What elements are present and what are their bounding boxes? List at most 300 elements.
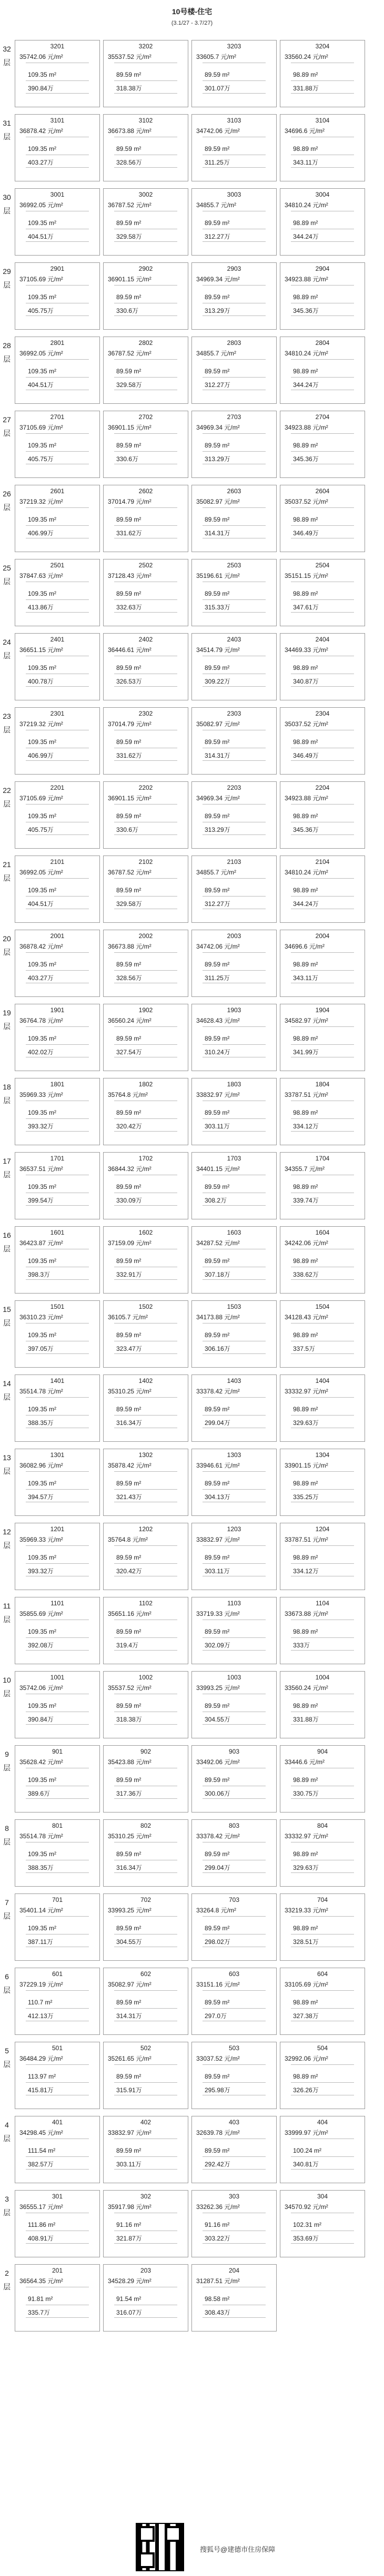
unit-area: 113.97 m² — [28, 2073, 56, 2080]
unit-number: 3101 — [50, 117, 65, 124]
unit-total-price: 388.35万 — [28, 1419, 54, 1427]
page-title: 10号楼-住宅 — [171, 7, 213, 16]
unit-area: 98.89 m² — [293, 368, 318, 375]
cell-divider — [26, 525, 89, 526]
cell-divider — [203, 1397, 266, 1398]
unit-total-price: 415.81万 — [28, 2086, 54, 2094]
unit-cell — [103, 930, 188, 997]
unit-area: 98.89 m² — [293, 442, 318, 449]
unit-number: 2802 — [138, 339, 153, 347]
unit-area: 89.59 m² — [116, 1406, 142, 1413]
page-header — [0, 0, 384, 37]
floor-row — [0, 852, 384, 926]
cell-divider — [291, 1415, 354, 1416]
unit-number: 1604 — [315, 1229, 330, 1236]
unit-price: 33560.24 元/m² — [285, 1684, 328, 1692]
unit-area: 89.59 m² — [116, 2147, 142, 2154]
unit-price: 37128.43 元/m² — [108, 572, 151, 579]
unit-price: 36878.42 元/m² — [19, 943, 63, 950]
cell-divider — [26, 1279, 89, 1280]
unit-cell — [191, 40, 277, 107]
unit-area: 98.89 m² — [293, 2073, 318, 2080]
cell-divider — [26, 1205, 89, 1206]
floor-row — [0, 482, 384, 556]
unit-cell — [15, 1968, 100, 2035]
unit-cell — [15, 337, 100, 404]
unit-cell — [280, 1078, 365, 1145]
unit-number: 1903 — [227, 1006, 241, 1014]
unit-number: 2303 — [227, 710, 241, 717]
unit-price: 33787.51 元/m² — [285, 1536, 328, 1543]
unit-area: 89.59 m² — [116, 1257, 142, 1265]
cell-divider — [26, 1650, 89, 1651]
unit-price: 35742.06 元/m² — [19, 1684, 63, 1692]
unit-cell — [15, 114, 100, 181]
unit-cell — [15, 1597, 100, 1664]
unit-total-price: 318.38万 — [116, 1716, 142, 1723]
floor-row — [0, 1742, 384, 1816]
unit-area: 89.59 m² — [205, 219, 230, 227]
cell-divider — [203, 878, 266, 879]
cell-divider — [26, 2008, 89, 2009]
unit-area: 89.59 m² — [116, 368, 142, 375]
unit-cell — [191, 1968, 277, 2035]
unit-area: 89.59 m² — [116, 293, 142, 301]
unit-cell — [280, 707, 365, 775]
unit-price: 35401.14 元/m² — [19, 1907, 63, 1914]
unit-cell — [15, 1300, 100, 1368]
cell-divider — [26, 1353, 89, 1354]
cell-divider — [26, 2082, 89, 2083]
unit-price: 34810.24 元/m² — [285, 201, 328, 209]
unit-cell — [191, 559, 277, 626]
floor-label: 19层 — [3, 1009, 11, 1031]
floor-row — [0, 704, 384, 778]
unit-area: 89.59 m² — [205, 1183, 230, 1190]
unit-total-price: 392.08万 — [28, 1642, 54, 1649]
floor-row — [0, 2261, 384, 2335]
unit-price: 34628.43 元/m² — [196, 1017, 240, 1024]
unit-total-price: 330.09万 — [116, 1197, 142, 1204]
unit-number: 1102 — [139, 1600, 153, 1607]
unit-price: 35764.8 元/m² — [108, 1536, 148, 1543]
unit-total-price: 299.04万 — [205, 1419, 230, 1427]
unit-area: 89.59 m² — [205, 738, 230, 746]
unit-number: 1204 — [315, 1525, 330, 1533]
unit-total-price: 347.61万 — [293, 604, 319, 611]
unit-cell — [191, 1078, 277, 1145]
unit-area: 98.89 m² — [293, 1925, 318, 1932]
unit-cell — [103, 1449, 188, 1516]
cell-divider — [203, 2008, 266, 2009]
unit-cell — [280, 1745, 365, 1813]
unit-area: 89.59 m² — [116, 1702, 142, 1709]
cell-divider — [291, 1471, 354, 1472]
cell-divider — [114, 507, 177, 508]
unit-cell — [191, 188, 277, 256]
unit-price: 33832.97 元/m² — [196, 1536, 240, 1543]
cell-divider — [114, 433, 177, 434]
cell-divider — [291, 834, 354, 835]
cell-divider — [291, 1990, 354, 1991]
unit-number: 803 — [228, 1822, 240, 1829]
unit-price: 34528.29 元/m² — [108, 2277, 151, 2285]
unit-price: 36537.51 元/m² — [19, 1165, 63, 1173]
floor-label: 16层 — [3, 1231, 11, 1253]
unit-cell — [15, 1449, 100, 1516]
cell-divider — [291, 1872, 354, 1873]
unit-number: 3002 — [138, 191, 153, 198]
unit-area: 89.59 m² — [205, 1850, 230, 1858]
cell-divider — [203, 1545, 266, 1546]
unit-total-price: 334.12万 — [293, 1567, 319, 1575]
unit-price: 33946.61 元/m² — [196, 1462, 240, 1469]
unit-area: 98.89 m² — [293, 1702, 318, 1709]
floor-label: 26层 — [3, 490, 11, 512]
unit-area: 98.89 m² — [293, 590, 318, 597]
unit-total-price: 330.75万 — [293, 1790, 319, 1797]
unit-area: 89.59 m² — [116, 664, 142, 671]
cell-divider — [291, 686, 354, 687]
unit-area: 98.89 m² — [293, 219, 318, 227]
unit-number: 2104 — [315, 858, 330, 866]
unit-area: 109.35 m² — [28, 1480, 57, 1487]
cell-divider — [291, 507, 354, 508]
cell-divider — [203, 2156, 266, 2157]
unit-area: 91.16 m² — [116, 2221, 142, 2228]
unit-price: 35082.97 元/m² — [196, 720, 240, 728]
unit-price: 32639.78 元/m² — [196, 2129, 240, 2136]
unit-number: 1203 — [227, 1525, 241, 1533]
unit-cell — [280, 1819, 365, 1887]
floor-row — [0, 1149, 384, 1223]
cell-divider — [203, 612, 266, 613]
floor-label: 22层 — [3, 786, 11, 808]
unit-total-price: 339.74万 — [293, 1197, 319, 1204]
unit-cell — [15, 2264, 100, 2331]
unit-total-price: 343.11万 — [293, 159, 318, 166]
unit-cell — [15, 40, 100, 107]
unit-price: 34696.6 元/m² — [285, 943, 325, 950]
unit-price: 36901.15 元/m² — [108, 276, 151, 283]
unit-total-price: 399.54万 — [28, 1197, 54, 1204]
unit-area: 89.59 m² — [205, 664, 230, 671]
cell-divider — [114, 686, 177, 687]
unit-area: 91.81 m² — [28, 2295, 53, 2303]
unit-total-price: 327.54万 — [116, 1048, 142, 1056]
unit-total-price: 353.69万 — [293, 2235, 319, 2242]
cell-divider — [26, 1118, 89, 1119]
unit-cell — [191, 2042, 277, 2109]
unit-area: 109.35 m² — [28, 1925, 57, 1932]
cell-divider — [203, 1990, 266, 1991]
unit-cell — [280, 1226, 365, 1294]
unit-total-price: 308.2万 — [205, 1197, 227, 1204]
unit-price: 34570.92 元/m² — [285, 2203, 328, 2211]
unit-total-price: 344.24万 — [293, 900, 319, 908]
unit-price: 33492.06 元/m² — [196, 1758, 240, 1766]
unit-number: 2402 — [138, 636, 153, 643]
cell-divider — [203, 2064, 266, 2065]
unit-area: 89.59 m² — [205, 887, 230, 894]
unit-total-price: 313.29万 — [205, 826, 230, 833]
cell-divider — [26, 285, 89, 286]
unit-number: 3102 — [138, 117, 153, 124]
unit-number: 902 — [140, 1748, 151, 1755]
unit-number: 1104 — [316, 1600, 329, 1607]
cell-divider — [203, 1353, 266, 1354]
cell-divider — [291, 93, 354, 94]
unit-price: 34855.7 元/m² — [196, 350, 237, 357]
cell-divider — [291, 1118, 354, 1119]
unit-number: 2702 — [138, 413, 153, 421]
unit-price: 34173.88 元/m² — [196, 1314, 240, 1321]
unit-number: 2202 — [138, 784, 153, 791]
floor-label: 32层 — [3, 45, 11, 67]
unit-cell — [280, 930, 365, 997]
unit-number: 801 — [52, 1822, 63, 1829]
unit-cell — [191, 1300, 277, 1368]
cell-divider — [26, 433, 89, 434]
unit-price: 34923.88 元/m² — [285, 276, 328, 283]
unit-number: 802 — [140, 1822, 151, 1829]
unit-cell — [191, 2116, 277, 2183]
unit-number: 804 — [317, 1822, 328, 1829]
unit-total-price: 317.36万 — [116, 1790, 142, 1797]
unit-area: 89.59 m² — [205, 961, 230, 968]
unit-number: 2903 — [227, 265, 241, 272]
unit-cell — [103, 1893, 188, 1961]
unit-cell — [280, 781, 365, 849]
cell-divider — [114, 1798, 177, 1799]
unit-price-grid — [0, 37, 384, 2335]
cell-divider — [291, 1205, 354, 1206]
unit-total-price: 328.56万 — [116, 159, 142, 166]
unit-total-price: 316.34万 — [116, 1864, 142, 1871]
unit-total-price: 331.62万 — [116, 752, 142, 759]
cell-divider — [291, 241, 354, 242]
unit-number: 1802 — [138, 1081, 153, 1088]
unit-number: 502 — [140, 2044, 151, 2052]
unit-cell — [280, 1671, 365, 1738]
cell-divider — [291, 1545, 354, 1546]
unit-cell — [191, 2190, 277, 2257]
unit-cell — [103, 2116, 188, 2183]
unit-cell — [103, 2190, 188, 2257]
cell-divider — [203, 285, 266, 286]
unit-price: 34923.88 元/m² — [285, 795, 328, 802]
unit-price: 36901.15 元/m² — [108, 424, 151, 431]
floor-label: 23层 — [3, 712, 11, 734]
unit-price: 36764.78 元/m² — [19, 1017, 63, 1024]
unit-total-price: 313.29万 — [205, 307, 230, 314]
unit-number: 302 — [140, 2193, 151, 2200]
unit-price: 37105.69 元/m² — [19, 795, 63, 802]
cell-divider — [114, 1131, 177, 1132]
unit-area: 89.59 m² — [205, 1999, 230, 2006]
unit-cell — [103, 559, 188, 626]
unit-total-price: 413.86万 — [28, 604, 54, 611]
unit-cell — [280, 1968, 365, 2035]
cell-divider — [114, 1471, 177, 1472]
unit-number: 301 — [52, 2193, 63, 2200]
unit-area: 89.59 m² — [205, 1702, 230, 1709]
unit-price: 33901.15 元/m² — [285, 1462, 328, 1469]
unit-price: 34355.7 元/m² — [285, 1165, 325, 1173]
unit-area: 98.89 m² — [293, 1183, 318, 1190]
cell-divider — [203, 241, 266, 242]
unit-total-price: 303.11万 — [205, 1123, 230, 1130]
unit-total-price: 330.6万 — [116, 307, 139, 314]
unit-price: 33037.52 元/m² — [196, 2055, 240, 2062]
unit-cell — [191, 1819, 277, 1887]
cell-divider — [26, 878, 89, 879]
unit-area: 98.89 m² — [293, 1035, 318, 1042]
unit-price: 33262.36 元/m² — [196, 2203, 240, 2211]
unit-number: 1202 — [138, 1525, 153, 1533]
floor-label: 2层 — [3, 2269, 11, 2291]
cell-divider — [291, 804, 354, 805]
unit-price: 36787.52 元/m² — [108, 869, 151, 876]
unit-total-price: 405.75万 — [28, 307, 54, 314]
cell-divider — [114, 896, 177, 897]
unit-total-price: 319.4万 — [116, 1642, 139, 1649]
unit-area: 89.59 m² — [205, 442, 230, 449]
unit-price: 36992.05 元/m² — [19, 869, 63, 876]
unit-total-price: 408.91万 — [28, 2235, 54, 2242]
unit-number: 203 — [140, 2267, 151, 2274]
floor-label: 5层 — [3, 2046, 11, 2069]
cell-divider — [114, 760, 177, 761]
unit-cell — [103, 1523, 188, 1590]
unit-price: 36901.15 元/m² — [108, 795, 151, 802]
unit-cell — [280, 40, 365, 107]
unit-price: 34742.06 元/m² — [196, 127, 240, 135]
cell-divider — [114, 952, 177, 953]
unit-cell — [191, 337, 277, 404]
unit-cell — [15, 2042, 100, 2109]
cell-divider — [26, 315, 89, 316]
cell-divider — [291, 1637, 354, 1638]
cell-divider — [114, 80, 177, 81]
unit-area: 100.24 m² — [293, 2147, 322, 2154]
cell-divider — [291, 1798, 354, 1799]
unit-area: 98.89 m² — [293, 812, 318, 820]
unit-area: 109.35 m² — [28, 1331, 57, 1339]
unit-number: 704 — [317, 1896, 328, 1903]
unit-number: 2201 — [50, 784, 65, 791]
unit-area: 98.89 m² — [293, 664, 318, 671]
floor-label: 24层 — [3, 638, 11, 660]
unit-price: 33832.97 元/m² — [108, 2129, 151, 2136]
unit-area: 98.89 m² — [293, 961, 318, 968]
unit-total-price: 402.02万 — [28, 1048, 54, 1056]
unit-price: 35514.78 元/m² — [19, 1388, 63, 1395]
unit-cell — [103, 781, 188, 849]
unit-price: 33605.7 元/m² — [196, 53, 237, 60]
floor-row — [0, 1964, 384, 2039]
unit-number: 2102 — [138, 858, 153, 866]
unit-price: 36082.96 元/m² — [19, 1462, 63, 1469]
cell-divider — [203, 1637, 266, 1638]
cell-divider — [291, 599, 354, 600]
floor-row — [0, 185, 384, 259]
cell-divider — [114, 1118, 177, 1119]
unit-price: 33378.42 元/m² — [196, 1832, 240, 1840]
unit-number: 2604 — [315, 487, 330, 495]
cell-divider — [291, 525, 354, 526]
unit-price: 33560.24 元/m² — [285, 53, 328, 60]
floor-label: 15层 — [3, 1305, 11, 1327]
cell-divider — [203, 1205, 266, 1206]
unit-total-price: 295.98万 — [205, 2086, 230, 2094]
unit-cell — [191, 485, 277, 552]
unit-area: 111.54 m² — [28, 2147, 56, 2154]
unit-area: 89.59 m² — [116, 2073, 142, 2080]
unit-price: 37219.32 元/m² — [19, 498, 63, 505]
unit-cell — [191, 1893, 277, 1961]
unit-number: 2504 — [315, 562, 330, 569]
unit-total-price: 303.22万 — [205, 2235, 230, 2242]
unit-area: 89.59 m² — [116, 1999, 142, 2006]
cell-divider — [203, 2082, 266, 2083]
unit-area: 89.59 m² — [205, 1109, 230, 1116]
floor-label: 13层 — [3, 1453, 11, 1475]
unit-total-price: 329.58万 — [116, 233, 142, 240]
unit-area: 109.35 m² — [28, 1776, 57, 1784]
unit-area: 98.58 m² — [205, 2295, 230, 2303]
unit-cell — [191, 1152, 277, 1219]
unit-cell — [280, 262, 365, 330]
unit-total-price: 321.87万 — [116, 2235, 142, 2242]
floor-label: 31层 — [3, 119, 11, 141]
unit-cell — [15, 856, 100, 923]
cell-divider — [114, 451, 177, 452]
cell-divider — [26, 952, 89, 953]
unit-number: 603 — [228, 1970, 240, 1978]
unit-total-price: 345.36万 — [293, 455, 319, 463]
cell-divider — [26, 359, 89, 360]
cell-divider — [26, 1471, 89, 1472]
unit-number: 1403 — [227, 1377, 241, 1384]
floor-label: 14层 — [3, 1379, 11, 1401]
unit-area: 89.59 m² — [205, 1554, 230, 1561]
unit-price: 36844.32 元/m² — [108, 1165, 151, 1173]
unit-total-price: 320.42万 — [116, 1567, 142, 1575]
unit-price: 34923.88 元/m² — [285, 424, 328, 431]
floor-row — [0, 630, 384, 704]
floor-row — [0, 926, 384, 1001]
unit-number: 3001 — [50, 191, 65, 198]
unit-number: 503 — [228, 2044, 240, 2052]
unit-number: 2902 — [138, 265, 153, 272]
unit-number: 401 — [52, 2119, 63, 2126]
unit-cell — [103, 707, 188, 775]
cell-divider — [114, 1650, 177, 1651]
unit-price: 34401.15 元/m² — [196, 1165, 240, 1173]
unit-cell — [103, 1078, 188, 1145]
unit-price: 33993.25 元/m² — [108, 1907, 151, 1914]
cell-divider — [114, 315, 177, 316]
unit-cell — [280, 1449, 365, 1516]
unit-price: 35878.42 元/m² — [108, 1462, 151, 1469]
unit-total-price: 398.3万 — [28, 1271, 50, 1278]
unit-area: 109.35 m² — [28, 664, 57, 671]
unit-cell — [15, 1671, 100, 1738]
unit-number: 3004 — [315, 191, 330, 198]
unit-total-price: 331.88万 — [293, 85, 319, 92]
unit-price: 34128.43 元/m² — [285, 1314, 328, 1321]
